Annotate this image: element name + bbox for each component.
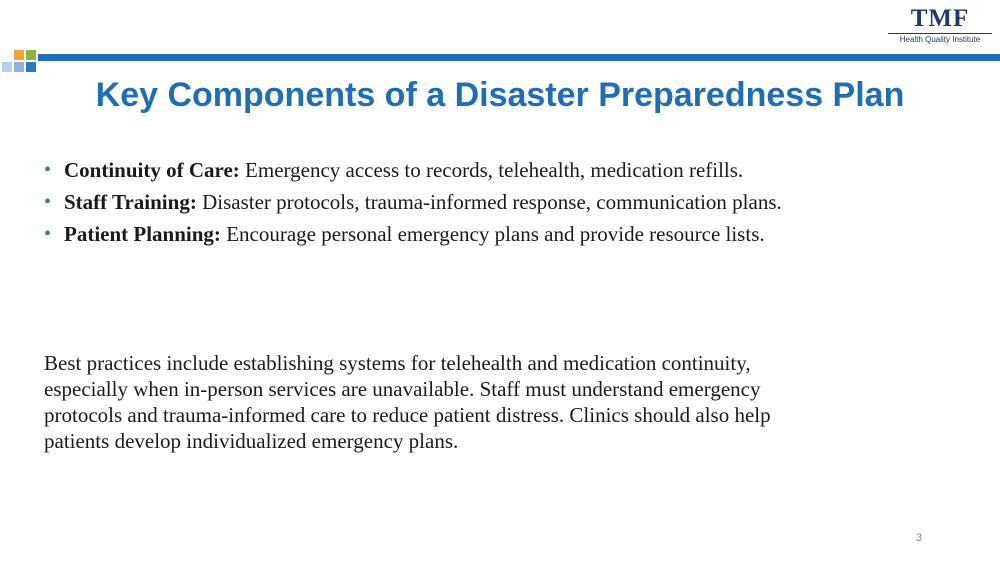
- bullet-dot-icon: •: [44, 191, 52, 213]
- logo-subtitle: Health Quality Institute: [899, 35, 981, 44]
- logo-mark: TMF: [910, 5, 970, 32]
- bullet-item: [44, 190, 824, 214]
- bullet-item: [44, 222, 824, 246]
- tmf-logo: [888, 6, 992, 50]
- bullet-item: [44, 158, 824, 182]
- bullet-term: Continuity of Care:: [64, 158, 240, 182]
- bullet-term: Patient Planning:: [64, 222, 221, 246]
- bullet-dot-icon: •: [44, 223, 52, 245]
- bullet-dot-icon: •: [44, 159, 52, 181]
- bullet-text: Disaster protocols, trauma-informed response, communication plans.: [202, 190, 782, 214]
- page-number: 3: [916, 532, 923, 544]
- logo-divider: [888, 33, 992, 34]
- body-paragraph: Best practices include establishing systems for telehealth and medication continuity, especially when in-person services are unavailable. Staff must understand emergency protocols and trauma-informed care to reduce patient distress. Clinics should also help patients develop individualized emergency plans.: [44, 351, 771, 453]
- bullet-list: [44, 158, 824, 254]
- bullet-term: Staff Training:: [64, 190, 197, 214]
- bullet-text: Emergency access to records, telehealth, medication refills.: [245, 158, 744, 182]
- slide-title: Key Components of a Disaster Preparedness Plan: [95, 76, 905, 114]
- header-rule: [38, 54, 1000, 61]
- bullet-text: Encourage personal emergency plans and provide resource lists.: [226, 222, 765, 246]
